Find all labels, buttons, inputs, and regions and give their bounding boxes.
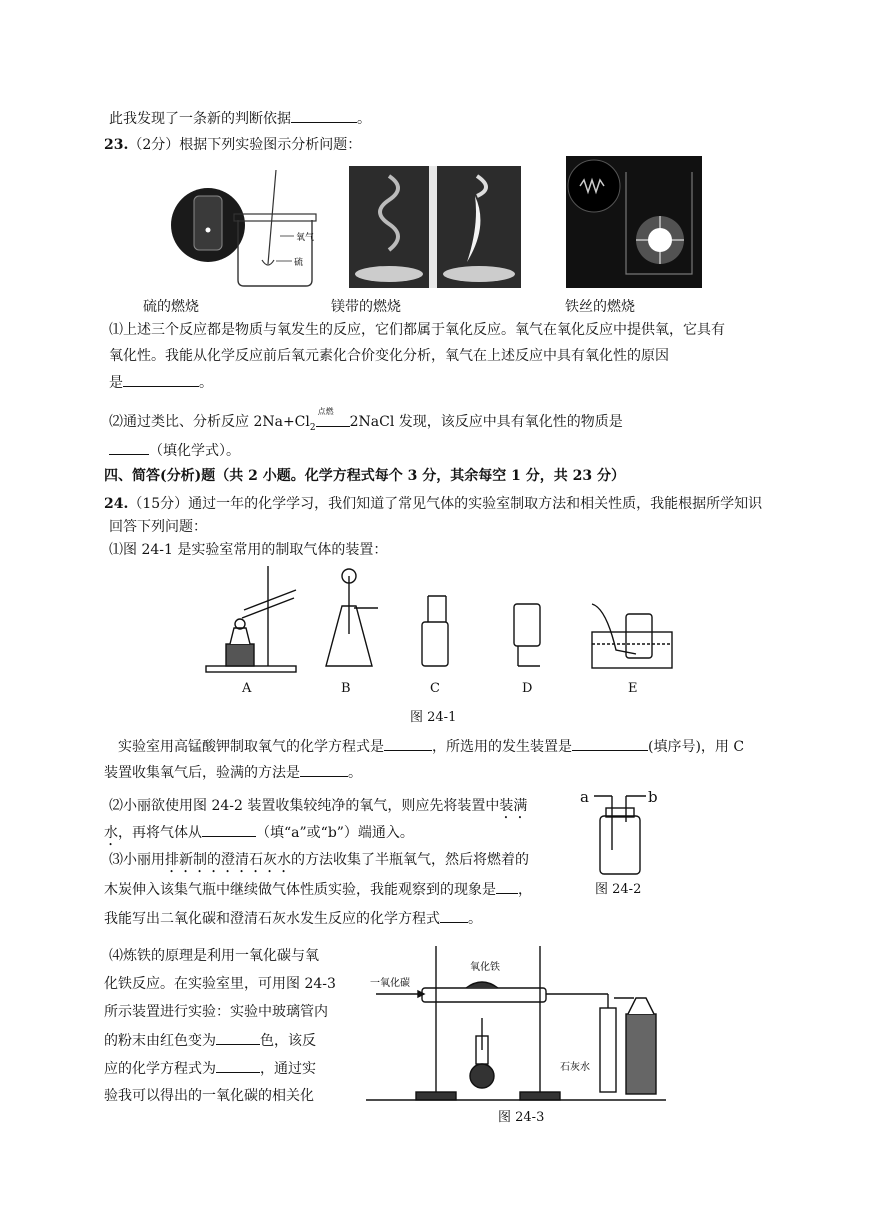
q23-header: 23.（2分）根据下列实验图示分析问题： (104, 137, 362, 153)
q24-p4-line1: ⑷炼铁的原理是利用一氧化碳与氧 (109, 948, 319, 964)
answer-blank[interactable] (109, 440, 149, 455)
photo-label-oxygen: 氧气 (296, 233, 315, 243)
figure-24-1-caption: 图 24-1 (410, 710, 457, 725)
apparatus-label-d: D (522, 681, 533, 696)
magnesium-burning-photo (349, 166, 521, 288)
apparatus-label-c: C (430, 681, 440, 696)
q24-p4-line2: 化铁反应。在实验室里，可用图 24-3 (104, 976, 336, 992)
label-iron-oxide: 氧化铁 (470, 962, 500, 973)
q23-p1-line2: 氧化性。我能从化学反应前后氧元素化合价变化分析，氧气在上述反应中具有氧化性的原因 (109, 348, 669, 364)
q24-p4-line5: 应的化学方程式为 ，通过实 (104, 1058, 316, 1079)
q23-p2: ⑵通过类比、分析反应 $2Na+Cl_2$ 点燃 2NaCl 发现，该反应中具有氧化性的物质是 (109, 412, 623, 438)
q24-p3-line1: ⑶小丽用排新制的澄清石灰水的方法收集了半瓶氧气，然后将燃着的 (109, 852, 529, 868)
q23-p1-line3: 是 。 (109, 372, 213, 393)
answer-blank[interactable] (216, 1030, 260, 1045)
q24-p3-line2: 木炭伸入该集气瓶中继续做气体性质实验，我能观察到的现象是 ， (104, 879, 532, 900)
reaction-condition: 点燃 (317, 407, 334, 416)
q23-p2-line2: （填化学式）。 (109, 440, 240, 461)
photo-label-sulfur: 硫 (294, 258, 304, 268)
figure-24-3-caption: 图 24-3 (498, 1110, 545, 1125)
q24-line2: 回答下列问题： (109, 519, 207, 535)
answer-blank[interactable] (384, 736, 432, 751)
answer-blank[interactable] (572, 736, 648, 751)
apparatus-label-a: A (242, 681, 252, 696)
label-limewater: 石灰水 (560, 1062, 590, 1073)
figure-24-3-apparatus (366, 936, 666, 1104)
answer-blank[interactable] (300, 762, 348, 777)
q23-p1-line1: ⑴上述三个反应都是物质与氧发生的反应，它们都属于氧化反应。氧气在氧化反应中提供氧，它具有 (109, 322, 725, 338)
answer-blank[interactable] (291, 108, 357, 123)
caption-magnesium: 镁带的燃烧 (331, 299, 401, 315)
q24-p2-line1: ⑵小丽欲使用图 24-2 装置收集较纯净的氧气，则应先将装置中装满 (109, 798, 528, 814)
answer-blank[interactable] (123, 372, 199, 387)
q24-p1: ⑴图 24-1 是实验室常用的制取气体的装置： (109, 542, 388, 558)
apparatus-label-e: E (628, 681, 638, 696)
answer-blank[interactable] (440, 908, 468, 923)
q24-p4-line6: 验我可以得出的一氧化碳的相关化 (104, 1088, 314, 1104)
caption-iron: 铁丝的燃烧 (565, 299, 635, 315)
q22-tail: 此我发现了一条新的判断依据 。 (109, 108, 371, 129)
figure-24-2-label-a: a (580, 788, 589, 806)
q24-p2-line2: 水，再将气体从 （填“a”或“b”）端通入。 (104, 822, 414, 849)
q24-p3-line3: 我能写出二氧化碳和澄清石灰水发生反应的化学方程式 。 (104, 908, 482, 929)
answer-blank[interactable] (496, 879, 518, 894)
figure-24-2-caption: 图 24-2 (595, 882, 642, 897)
caption-sulfur: 硫的燃烧 (143, 299, 199, 315)
q24-p1b: 实验室用高锰酸钾制取氧气的化学方程式是 ，所选用的发生装置是 (填序号)，用 C (118, 736, 744, 757)
apparatus-label-b: B (341, 681, 351, 696)
figure-24-2-label-b: b (648, 788, 658, 806)
label-carbon-monoxide: 一氧化碳 (370, 978, 410, 989)
section-4-heading: 四、简答(分析)题（共 2 小题。化学方程式每个 3 分，其余每空 1 分，共 23 分） (104, 468, 625, 484)
answer-blank[interactable] (216, 1058, 260, 1073)
answer-blank[interactable] (202, 822, 256, 837)
iron-wire-burning-photo (566, 156, 702, 288)
q24-p4-line3: 所示装置进行实验：实验中玻璃管内 (104, 1004, 328, 1020)
q24-line1: 24.（15分）通过一年的化学学习，我们知道了常见气体的实验室制取方法和相关性质，我能根据所学知识 (104, 496, 763, 512)
q24-p4-line4: 的粉末由红色变为 色，该反 (104, 1030, 316, 1051)
q24-p1c: 装置收集氧气后，验满的方法是 。 (104, 762, 362, 783)
sulfur-burning-photo (170, 168, 320, 288)
